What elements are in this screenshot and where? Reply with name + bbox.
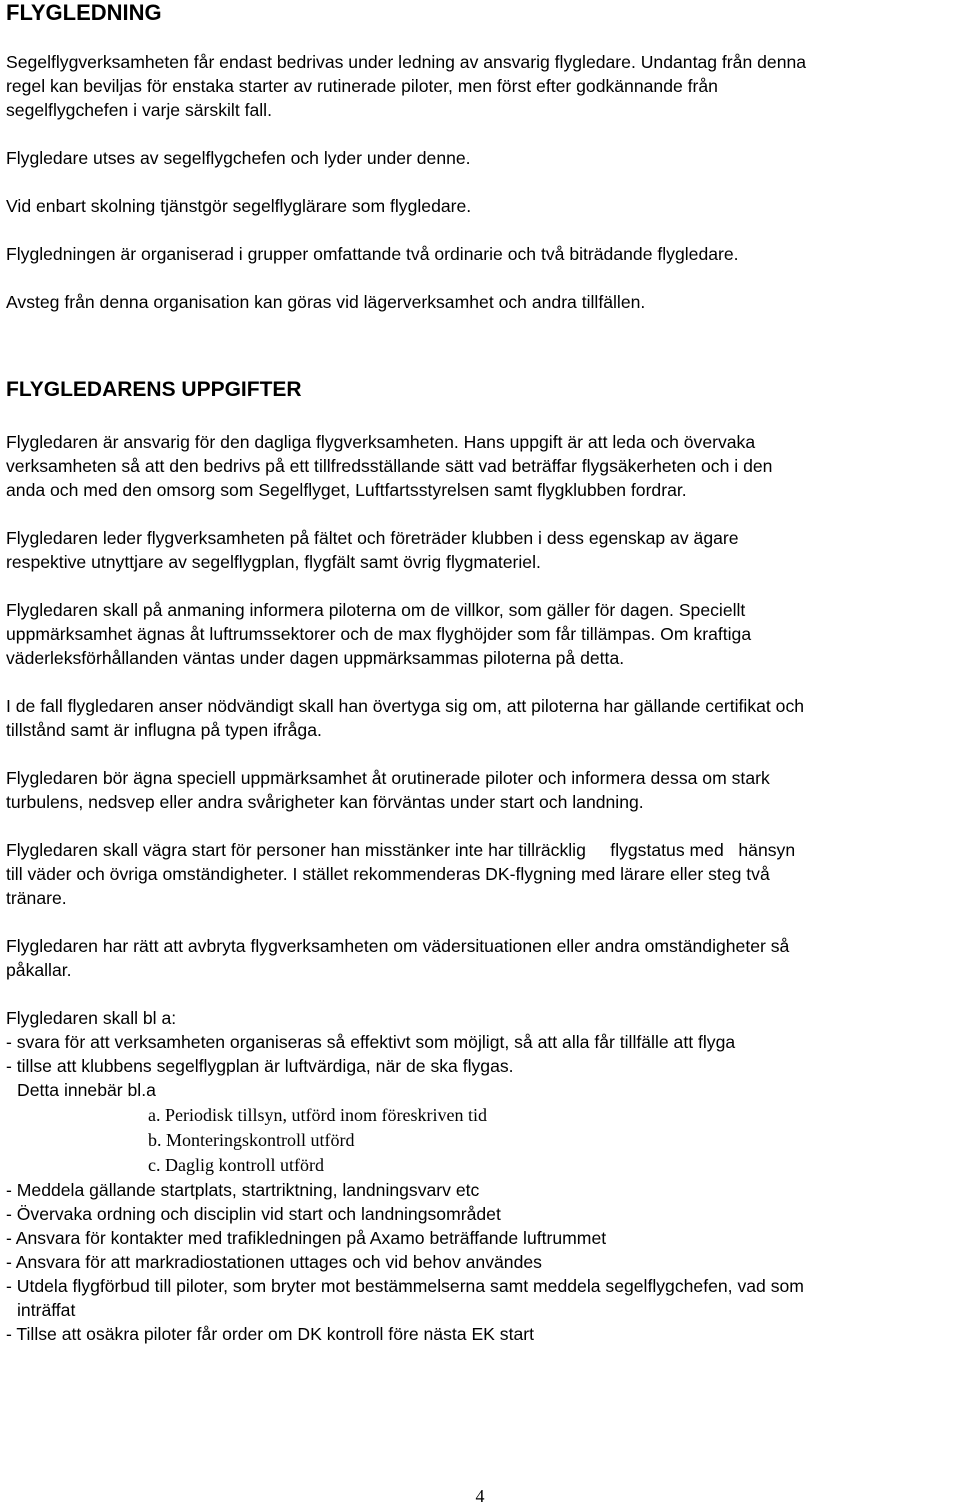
paragraph-line: tränare. [6, 888, 67, 908]
paragraph-line: verksamheten så att den bedrivs på ett tillfredsställande sätt vad beträffar flygsäkerheten och i den [6, 456, 773, 476]
paragraph-line: Flygledaren bör ägna speciell uppmärksamhet åt orutinerade piloter och informera dessa om stark [6, 768, 770, 788]
paragraph-line: Flygledaren leder flygverksamheten på fältet och företräder klubben i dess egenskap av ägare [6, 528, 739, 548]
duties-intro: Flygledaren skall bl a: [6, 1008, 177, 1028]
duty-item: - Övervaka ordning och disciplin vid start och landningsområdet [6, 1204, 501, 1224]
paragraph-line: tillstånd samt är influgna på typen ifråga. [6, 720, 322, 740]
paragraph-line: väderleksförhållanden väntas under dagen uppmärksammas piloterna på detta. [6, 648, 625, 668]
duty-item: - Ansvara för kontakter med trafikledningen på Axamo beträffande luftrummet [6, 1228, 607, 1248]
intro-p1-line2: regel kan beviljas för enstaka starter av rutinerade piloter, men först efter godkännande från [6, 76, 718, 96]
duty-item: - svara för att verksamheten organiseras så effektivt som möjligt, så att alla får tillfälle att flyga [6, 1032, 736, 1052]
duty-item: - Utdela flygförbud till piloter, som bryter mot bestämmelserna samt meddela segelflygchefen, vad som [6, 1276, 804, 1296]
paragraph-line: anda och med den omsorg som Segelflyget, Luftfartsstyrelsen samt flygklubben fordrar. [6, 480, 687, 500]
sub-item: a. Periodisk tillsyn, utförd inom föreskriven tid [148, 1105, 487, 1125]
paragraph-line: till väder och övriga omständigheter. I stället rekommenderas DK-flygning med lärare eller steg två [6, 864, 770, 884]
duty-item: - tillse att klubbens segelflygplan är luftvärdiga, när de ska flygas. [6, 1056, 514, 1076]
section-heading: FLYGLEDARENS UPPGIFTER [6, 378, 302, 401]
paragraph-line: I de fall flygledaren anser nödvändigt skall han övertyga sig om, att piloterna har gällande certifikat och [6, 696, 805, 716]
paragraph-line: påkallar. [6, 960, 72, 980]
page-title: FLYGLEDNING [6, 0, 162, 25]
paragraph-line: Flygledaren är ansvarig för den dagliga flygverksamheten. Hans uppgift är att leda och övervaka [6, 432, 756, 452]
duty-item: - Tillse att osäkra piloter får order om DK kontroll före nästa EK start [6, 1324, 535, 1344]
paragraph-line: Flygledaren skall på anmaning informera piloterna om de villkor, som gäller för dagen. Speciellt [6, 600, 746, 620]
sub-item: c. Daglig kontroll utförd [148, 1155, 324, 1175]
intro-p3: Vid enbart skolning tjänstgör segelflyglärare som flygledare. [6, 196, 472, 216]
paragraph-line: uppmärksamhet ägnas åt luftrumssektorer och de max flyghöjder som får tillämpas. Om kraftiga [6, 624, 752, 644]
duty-item-continuation: inträffat [17, 1300, 76, 1320]
paragraph-line: turbulens, nedsvep eller andra svårigheter kan förväntas under start och landning. [6, 792, 644, 812]
paragraph-line: Flygledaren skall vägra start för personer han misstänker inte har tillräcklig flygstatus med hänsyn [6, 840, 796, 860]
duty-item: - Ansvara för att markradiostationen uttages och vid behov användes [6, 1252, 542, 1272]
paragraph-line: respektive utnyttjare av segelflygplan, flygfält samt övrig flygmateriel. [6, 552, 541, 572]
paragraph-line: Flygledaren har rätt att avbryta flygverksamheten om vädersituationen eller andra omständigheter så [6, 936, 790, 956]
intro-p5: Avsteg från denna organisation kan göras vid lägerverksamhet och andra tillfällen. [6, 292, 646, 312]
duty-item: - Meddela gällande startplats, startriktning, landningsvarv etc [6, 1180, 480, 1200]
intro-p4: Flygledningen är organiserad i grupper omfattande två ordinarie och två biträdande flygledare. [6, 244, 739, 264]
intro-p1-line1: Segelflygverksamheten får endast bedrivas under ledning av ansvarig flygledare. Undantag från denna [6, 52, 807, 72]
duty-note: Detta innebär bl.a [17, 1080, 156, 1100]
page-number: 4 [475, 1486, 485, 1506]
sub-item: b. Monteringskontroll utförd [148, 1130, 355, 1150]
intro-p2: Flygledare utses av segelflygchefen och lyder under denne. [6, 148, 471, 168]
intro-p1-line3: segelflygchefen i varje särskilt fall. [6, 100, 272, 120]
